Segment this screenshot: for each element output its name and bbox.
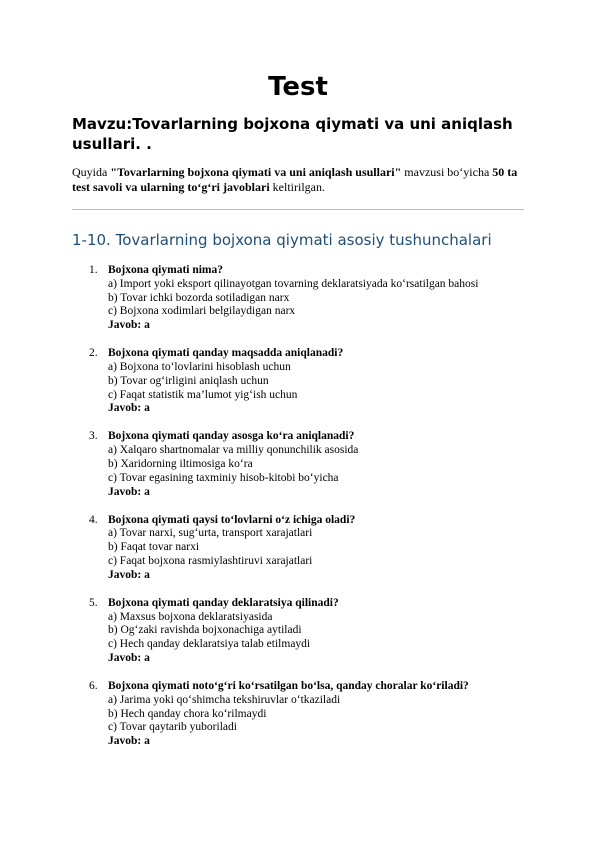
answer-option: a) Maxsus bojxona deklaratsiyasida <box>108 610 273 623</box>
document-title: Test <box>268 72 328 102</box>
answer-option: a) Jarima yoki qo‘shimcha tekshiruvlar o‘tkaziladi <box>108 693 341 706</box>
answer-option: a) Tovar narxi, sug‘urta, transport xarajatlari <box>108 527 313 540</box>
question-item <box>72 514 524 597</box>
intro-prefix: Quyida <box>72 165 111 179</box>
question-text: Bojxona qiymati qanday asosga ko‘ra aniqlanadi? <box>108 430 355 443</box>
question-text: Bojxona qiymati qaysi to‘lovlarni o‘z ichiga oladi? <box>108 513 356 526</box>
answer-option: a) Xalqaro shartnomalar va milliy qonunchilik asosida <box>108 444 359 457</box>
subject-heading: Mavzu:Tovarlarning bojxona qiymati va uni aniqlash usullari. . <box>72 115 513 153</box>
intro-middle: mavzusi bo‘yicha <box>401 165 493 179</box>
correct-answer: Javob: a <box>108 735 150 748</box>
question-number: 3. <box>89 430 98 443</box>
question-text: Bojxona qiymati qanday deklaratsiya qilinadi? <box>108 596 339 609</box>
answer-option: b) Hech qanday chora ko‘rilmaydi <box>108 707 267 720</box>
answer-option: c) Faqat bojxona rasmiylashtiruvi xarajatlari <box>108 554 313 567</box>
section-heading: 1-10. Tovarlarning bojxona qiymati asosiy tushunchalari <box>72 231 492 249</box>
question-number: 6. <box>89 679 98 692</box>
answer-option: b) Tovar ichki bozorda sotiladigan narx <box>108 291 290 304</box>
correct-answer: Javob: a <box>108 402 150 415</box>
question-item <box>72 264 524 347</box>
intro-suffix: keltirilgan. <box>269 180 325 194</box>
question-number: 2. <box>89 347 98 360</box>
answer-option: c) Faqat statistik ma’lumot yig‘ish uchun <box>108 388 298 401</box>
question-item <box>72 430 524 513</box>
answer-option: b) Og‘zaki ravishda bojxonachiga aytiladi <box>108 624 302 637</box>
correct-answer: Javob: a <box>108 485 150 498</box>
question-item <box>72 680 524 763</box>
answer-option: b) Xaridorning iltimosiga ko‘ra <box>108 457 253 470</box>
intro-paragraph <box>72 165 524 195</box>
correct-answer: Javob: a <box>108 651 150 664</box>
question-number: 1. <box>89 264 98 276</box>
correct-answer: Javob: a <box>108 319 150 332</box>
answer-option: c) Tovar egasining taxminiy hisob-kitobi bo‘yicha <box>108 471 339 484</box>
question-number: 4. <box>89 513 98 526</box>
answer-option: c) Tovar qaytarib yuboriladi <box>108 721 237 734</box>
answer-option: a) Import yoki eksport qilinayotgan tovarning deklaratsiyada ko‘rsatilgan bahosi <box>108 277 479 290</box>
question-text: Bojxona qiymati nima? <box>108 264 224 276</box>
answer-option: a) Bojxona to‘lovlarini hisoblash uchun <box>108 360 291 373</box>
intro-count: 50 ta test savoli va ularning to‘g‘ri javoblari <box>72 165 518 194</box>
correct-answer: Javob: a <box>108 568 150 581</box>
question-item <box>72 347 524 430</box>
answer-option: b) Tovar og‘irligini aniqlash uchun <box>108 374 269 387</box>
question-item <box>72 597 524 680</box>
answer-option: c) Hech qanday deklaratsiya talab etilmaydi <box>108 638 311 651</box>
question-number: 5. <box>89 596 98 609</box>
horizontal-divider <box>72 209 524 210</box>
question-text: Bojxona qiymati noto‘g‘ri ko‘rsatilgan bo‘lsa, qanday choralar ko‘riladi? <box>108 679 469 692</box>
answer-option: b) Faqat tovar narxi <box>108 541 200 554</box>
intro-topic: "Tovarlarning bojxona qiymati va uni aniqlash usullari" <box>110 165 402 179</box>
answer-option: c) Bojxona xodimlari belgilaydigan narx <box>108 305 296 318</box>
question-text: Bojxona qiymati qanday maqsadda aniqlanadi? <box>108 347 344 360</box>
question-list <box>72 264 524 763</box>
